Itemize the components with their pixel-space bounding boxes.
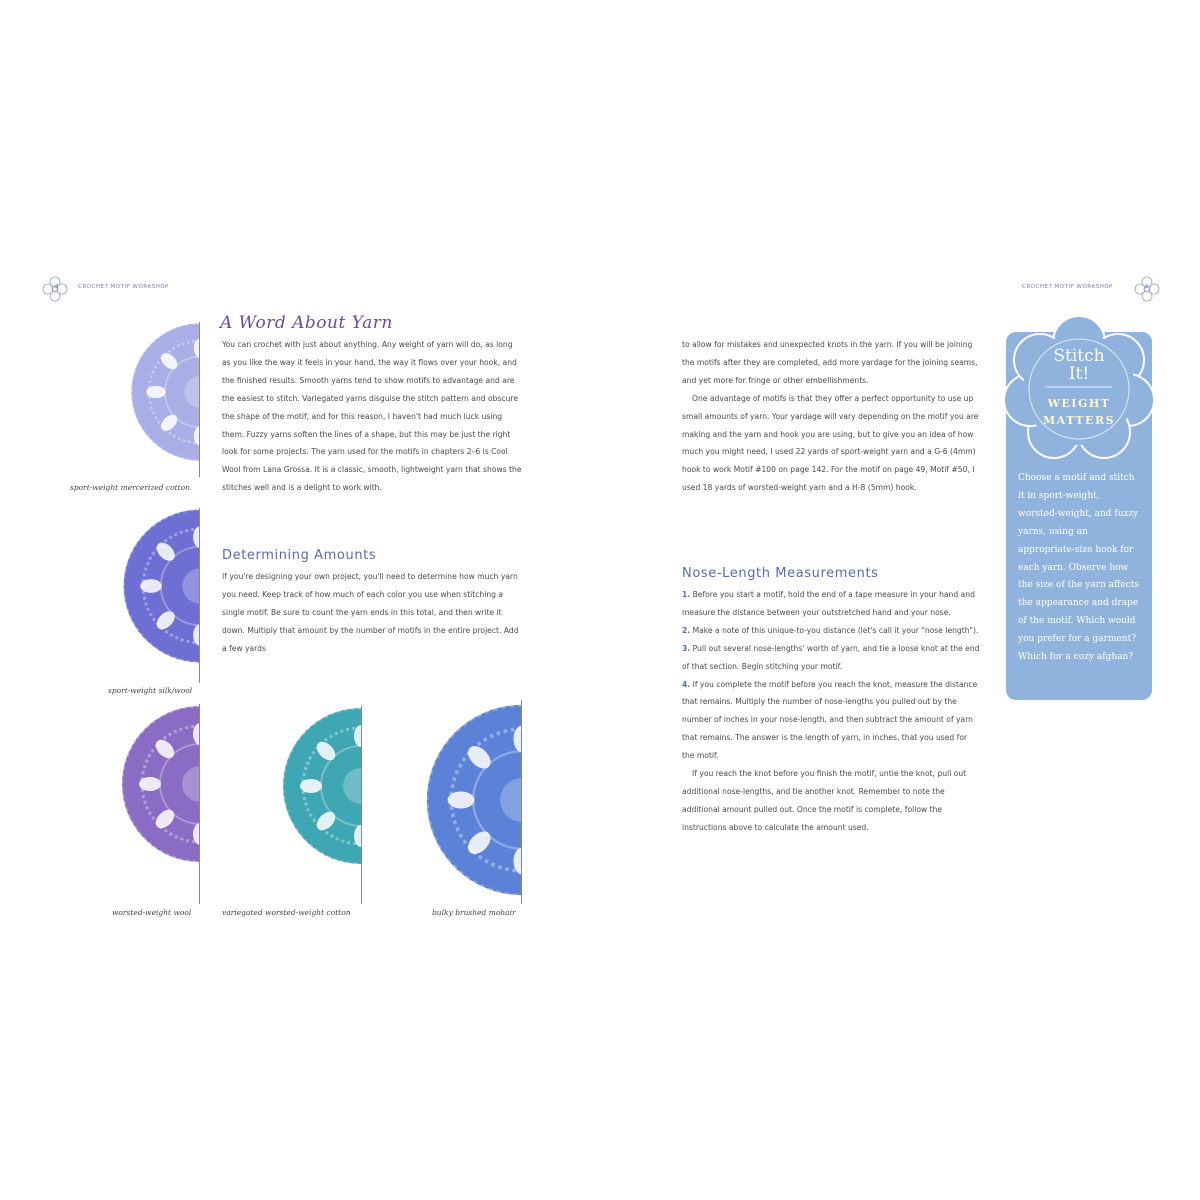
caption-silk-wool: sport-weight silk/wool: [108, 686, 193, 695]
advantage-paragraph: One advantage of motifs is that they offer a perfect opportunity to use up small amounts of yarn. Your yardage will vary depending on the motif you are making and the yarn and hook you are using, but to give you an idea of how much you might need, I used 22 yards of sport-weight yarn and a G-6 (4mm) hook to work Motif #100 on page 142. For the motif on page 49, Motif #50, I used 18 yards of worsted-weight yarn and a H-8 (5mm) hook.: [682, 393, 979, 493]
motif-photo-variegated-cotton: [266, 706, 361, 866]
badge-title1: WEIGHT: [1047, 397, 1111, 410]
motif-photo-worsted-wool: [110, 704, 200, 864]
running-head: CROCHET MOTIF WORKSHOP: [1022, 284, 1113, 290]
amounts-paragraph: If you're designing your own project, you'll need to determine how much yarn you need. Keep track of how much of each color you use when stitching a single motif. Be sure to count the yarn ends in this total, and then write it down. Multiply that amount by the number of motifs in the entire project. Add a few yards: [222, 572, 519, 653]
page-number: 9: [1145, 284, 1149, 290]
badge-title2: MATTERS: [1042, 414, 1116, 427]
badge-line1: Stitch: [1053, 346, 1105, 366]
step-item: 2. Make a note of this unique-to-you distance (let's call it your "nose length").: [682, 625, 979, 635]
caption-variegated-cotton: variegated worsted-weight cotton: [222, 908, 351, 917]
section-heading-amounts: Determining Amounts: [222, 548, 377, 563]
motif-photo-brushed-mohair: [410, 700, 522, 900]
page-heading: A Word About Yarn: [220, 313, 393, 333]
step-item: 3. Pull out several nose-lengths' worth of yarn, and tie a loose knot at the end of that section. Begin stitching your motif.: [682, 643, 980, 671]
steps-list: [682, 586, 980, 837]
step-item: 1. Before you start a motif, hold the end of a tape measure in your hand and measure the distance between your outstretched hand and your nose.: [682, 590, 975, 617]
badge-line2: It!: [1068, 364, 1090, 384]
caption-brushed-mohair: bulky brushed mohair: [432, 908, 516, 917]
step-item: 4. If you complete the motif before you reach the knot, measure the distance that remains. Multiply the number of nose-lengths you pulled out by the number of inches in your nose-length, and then subtract the amount of yarn that remains. The answer is the length of yarn, in inches, that you used for the motif.: [682, 679, 978, 761]
stitch-it-badge: [1004, 314, 1154, 464]
caption-mercerized-cotton: sport-weight mercerized cotton: [70, 483, 191, 492]
page-number: 8: [55, 284, 59, 290]
motif-photo-mercerized-cotton: [110, 322, 200, 462]
sidebar-text: Choose a motif and stitch it in sport-weight, worsted-weight, and fuzzy yarns, using an appropriate-size hook for each yarn. Observe how the size of the yarn affects the appearance and drape of the motif. Which would you prefer for a garment? Which for a cozy afghan?: [1018, 473, 1140, 663]
motif-photo-silk-wool: [112, 508, 200, 664]
section-heading-nose-length: Nose-Length Measurements: [682, 566, 879, 581]
flower-ornament-icon: [1134, 276, 1160, 302]
caption-worsted-wool: worsted-weight wool: [112, 908, 192, 917]
intro-paragraph: You can crochet with just about anything. Any weight of yarn will do, as long as you like the way it feels in your hand, the way it flows over your hook, and the finished results. Smooth yarns tend to show motifs to advantage and are the easiest to stitch. Variegated yarns disguise the stitch pattern and obscure the shape of the motif, and for this reason, I haven't had much luck using them. Fuzzy yarns soften the lines of a shape, but this may be just the right look for some projects. The yarn used for the motifs in chapters 2–6 is Cool Wool from Lana Grossa. It is a classic, smooth, lightweight yarn that shows the stitches well and is a delight to work with.: [222, 340, 522, 493]
continued-paragraph: to allow for mistakes and unexpected knots in the yarn. If you will be joining the motifs after they are completed, add more yardage for the joining seams, and yet more for fringe or other embellishments. One advantage of motifs is that they offer a perfect opportunity to use up small amounts of yarn. Your yardage will vary depending on the motif you are making and the yarn and hook you are using, but to give you an idea of how much you might need, I used 22 yards of sport-weight yarn and a G-6 (4mm) hook to work Motif #100 on page 142. For the motif on page 49, Motif #50, I used 18 yards of worsted-weight yarn and a H-8 (5mm) hook.: [682, 336, 980, 497]
reach-knot-paragraph: If you reach the knot before you finish the motif, untie the knot, pull out additional nose-lengths, and tie another knot. Remember to note the additional amount pulled out. Once the motif is complete, follow the instructions above to calculate the amount used.: [682, 769, 967, 832]
running-head: CROCHET MOTIF WORKSHOP: [78, 284, 169, 290]
